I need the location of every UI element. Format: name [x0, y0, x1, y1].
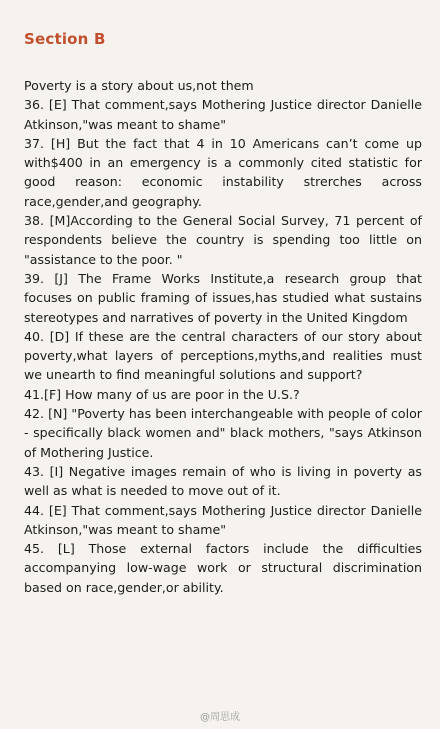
answer-item-38: 38. [M]According to the General Social Survey, 71 percent of respondents believe the country is spending too little on "assistance to the poor. " [24, 213, 422, 267]
footer-credit: @周思成 [200, 712, 240, 723]
answer-item-41: 41.[F] How many of us are poor in the U.S.? [24, 386, 300, 402]
section-title: Section B [24, 30, 106, 48]
passage-heading: Poverty is a story about us,not them [24, 78, 254, 93]
answer-item-40: 40. [D] If these are the central characters of our story about poverty,what layers of perceptions,myths,and realities must we unearth to find meaningful solutions and support? [24, 328, 422, 383]
answer-item-37: 37. [H] But the fact that 4 in 10 Americans can’t come up with$400 in an emergency is a commonly cited statistic for good reason: economic instability strerches across race,gender,and geography. [24, 135, 422, 209]
answer-item-43: 43. [I] Negative images remain of who is living in poverty as well as what is needed to move out of it. [24, 463, 422, 499]
answer-item-42: 42. [N] "Poverty has been interchangeable with people of color - specifically black women and" black mothers, "says Atkinson of Mothering Justice. [24, 406, 422, 460]
answer-item-36: 36. [E] That comment,says Mothering Justice director Danielle Atkinson,"was meant to shame" [24, 97, 422, 132]
answer-item-45: 45. [L] Those external factors include the difficulties accompanying low-wage work or structural discrimination based on race,gender,or ability. [24, 541, 422, 595]
answer-item-44: 44. [E] That comment,says Mothering Justice director Danielle Atkinson,"was meant to shame" [24, 502, 422, 537]
answer-item-39: 39. [J] The Frame Works Institute,a research group that focuses on public framing of issues,has studied what sustains stereotypes and narratives of poverty in the United Kingdom [24, 270, 422, 325]
answer-content [24, 76, 422, 597]
